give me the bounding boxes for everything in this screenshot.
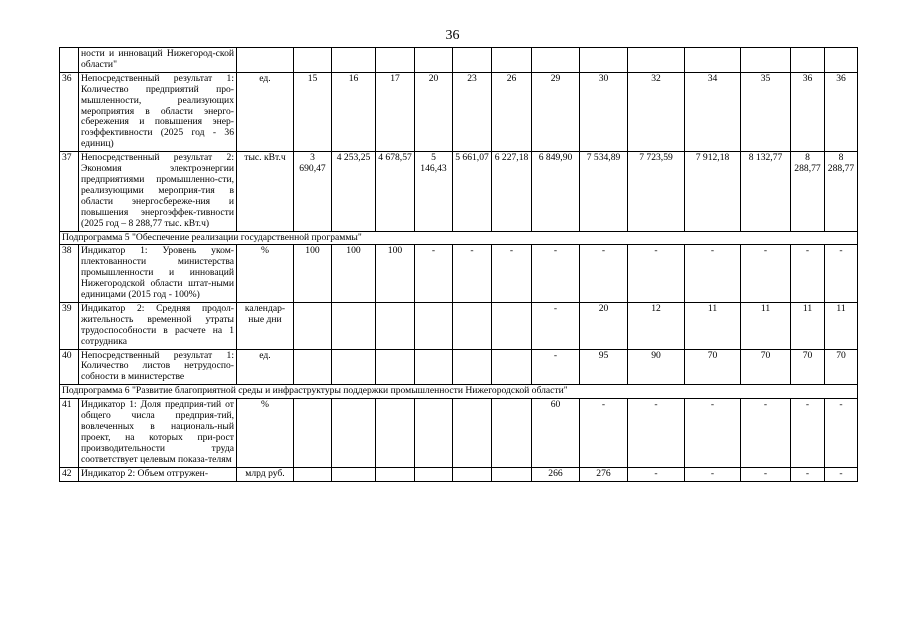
- value-cell: [415, 399, 453, 467]
- table-row: [60, 467, 858, 481]
- row-number: 36: [60, 72, 79, 151]
- value-cell: 12: [628, 302, 685, 349]
- value-cell: [332, 467, 376, 481]
- indicator-name: Индикатор 2: Объем отгружен-: [79, 467, 237, 481]
- unit-cell: ед.: [237, 349, 294, 385]
- row-number: 39: [60, 302, 79, 349]
- value-cell: 23: [453, 72, 492, 151]
- value-cell: -: [825, 467, 858, 481]
- value-cell: 36: [825, 72, 858, 151]
- value-cell: [415, 467, 453, 481]
- value-cell: 90: [628, 349, 685, 385]
- value-cell: -: [580, 399, 628, 467]
- indicator-name: Непосредственный результат 2: Экономия электроэнергии предприятиями промышленно-сти, реализующими мероприя-тия в области энергосбереже-ния и повышения энергоэффек-тивности (2025 год – 8 288,77 тыс. кВт.ч): [79, 152, 237, 231]
- value-cell: 95: [580, 349, 628, 385]
- value-cell: -: [628, 399, 685, 467]
- value-cell: [294, 399, 332, 467]
- value-cell: 70: [791, 349, 825, 385]
- value-cell: -: [415, 245, 453, 303]
- indicator-name: Индикатор 1: Доля предприя-тий от общего числа предприя-тий, вовлеченных в националь-ный проект, на которых при-рост производительности труда соответствует целевым показа-телям: [79, 399, 237, 467]
- subprogram-title: Подпрограмма 6 "Развитие благоприятной среды и инфраструктуры поддержки промышленности Нижегородской области": [60, 385, 858, 399]
- indicators-table: [59, 47, 858, 482]
- value-cell: 8 288,77: [791, 152, 825, 231]
- value-cell: -: [685, 245, 741, 303]
- subprogram-title: Подпрограмма 5 "Обеспечение реализации государственной программы": [60, 231, 858, 245]
- value-cell: [415, 349, 453, 385]
- value-cell: [741, 48, 791, 73]
- value-cell: -: [628, 467, 685, 481]
- value-cell: 70: [825, 349, 858, 385]
- subprogram-row: [60, 385, 858, 399]
- value-cell: 29: [532, 72, 580, 151]
- value-cell: 100: [294, 245, 332, 303]
- value-cell: 6 227,18: [492, 152, 532, 231]
- page-number: 36: [445, 28, 460, 43]
- value-cell: 100: [332, 245, 376, 303]
- value-cell: -: [825, 245, 858, 303]
- value-cell: 276: [580, 467, 628, 481]
- value-cell: [294, 302, 332, 349]
- value-cell: [453, 467, 492, 481]
- value-cell: 34: [685, 72, 741, 151]
- unit-cell: %: [237, 245, 294, 303]
- unit-cell: [237, 48, 294, 73]
- value-cell: 20: [580, 302, 628, 349]
- value-cell: 7 534,89: [580, 152, 628, 231]
- indicator-name: Индикатор 2: Средняя продол-жительность временной утраты трудоспособности в расчете на 1 сотрудника: [79, 302, 237, 349]
- value-cell: 26: [492, 72, 532, 151]
- value-cell: [492, 399, 532, 467]
- value-cell: [492, 48, 532, 73]
- value-cell: [415, 48, 453, 73]
- value-cell: -: [791, 399, 825, 467]
- value-cell: [332, 302, 376, 349]
- value-cell: 8 132,77: [741, 152, 791, 231]
- value-cell: 30: [580, 72, 628, 151]
- value-cell: [532, 48, 580, 73]
- value-cell: [332, 349, 376, 385]
- table-row: [60, 72, 858, 151]
- table-row: [60, 152, 858, 231]
- value-cell: 11: [791, 302, 825, 349]
- value-cell: [415, 302, 453, 349]
- value-cell: -: [741, 399, 791, 467]
- row-number: 37: [60, 152, 79, 231]
- value-cell: 60: [532, 399, 580, 467]
- value-cell: [492, 467, 532, 481]
- value-cell: [294, 467, 332, 481]
- value-cell: [294, 349, 332, 385]
- value-cell: [580, 48, 628, 73]
- value-cell: -: [791, 245, 825, 303]
- unit-cell: млрд руб.: [237, 467, 294, 481]
- table-row: [60, 245, 858, 303]
- value-cell: 11: [685, 302, 741, 349]
- value-cell: -: [532, 245, 580, 303]
- value-cell: 7 723,59: [628, 152, 685, 231]
- indicator-name: ности и инноваций Нижегород-ской области": [79, 48, 237, 73]
- value-cell: -: [492, 245, 532, 303]
- value-cell: [492, 349, 532, 385]
- value-cell: -: [532, 349, 580, 385]
- value-cell: -: [825, 399, 858, 467]
- value-cell: 5 661,07: [453, 152, 492, 231]
- value-cell: 20: [415, 72, 453, 151]
- value-cell: [685, 48, 741, 73]
- value-cell: -: [741, 245, 791, 303]
- value-cell: [332, 48, 376, 73]
- value-cell: 17: [376, 72, 415, 151]
- value-cell: -: [685, 467, 741, 481]
- value-cell: [825, 48, 858, 73]
- table-row: [60, 349, 858, 385]
- row-number: 41: [60, 399, 79, 467]
- value-cell: [376, 467, 415, 481]
- value-cell: 5 146,43: [415, 152, 453, 231]
- unit-cell: тыс. кВт.ч: [237, 152, 294, 231]
- value-cell: 32: [628, 72, 685, 151]
- indicator-name: Непосредственный результат 1: Количество листов нетрудоспо-собности в министерстве: [79, 349, 237, 385]
- unit-cell: %: [237, 399, 294, 467]
- value-cell: 11: [825, 302, 858, 349]
- table-row: [60, 48, 858, 73]
- row-number: [60, 48, 79, 73]
- value-cell: [332, 399, 376, 467]
- value-cell: 15: [294, 72, 332, 151]
- value-cell: [453, 302, 492, 349]
- row-number: 40: [60, 349, 79, 385]
- value-cell: 6 849,90: [532, 152, 580, 231]
- value-cell: [453, 349, 492, 385]
- value-cell: 3 690,47: [294, 152, 332, 231]
- value-cell: [376, 302, 415, 349]
- value-cell: 4 253,25: [332, 152, 376, 231]
- value-cell: 100: [376, 245, 415, 303]
- value-cell: [376, 399, 415, 467]
- value-cell: [492, 302, 532, 349]
- value-cell: -: [628, 245, 685, 303]
- value-cell: -: [532, 302, 580, 349]
- value-cell: [453, 399, 492, 467]
- unit-cell: календар-ные дни: [237, 302, 294, 349]
- value-cell: -: [580, 245, 628, 303]
- row-number: 38: [60, 245, 79, 303]
- value-cell: 11: [741, 302, 791, 349]
- value-cell: [791, 48, 825, 73]
- subprogram-row: [60, 231, 858, 245]
- value-cell: -: [741, 467, 791, 481]
- indicator-name: Непосредственный результат 1: Количество предприятий про-мышленности, реализующих мероприятия в области энерго-сбережения и повышения энер-гоэффективности (2025 год - 36 единиц): [79, 72, 237, 151]
- value-cell: [294, 48, 332, 73]
- value-cell: 70: [741, 349, 791, 385]
- value-cell: 266: [532, 467, 580, 481]
- value-cell: 7 912,18: [685, 152, 741, 231]
- value-cell: 36: [791, 72, 825, 151]
- value-cell: 35: [741, 72, 791, 151]
- row-number: 42: [60, 467, 79, 481]
- table-row: [60, 302, 858, 349]
- value-cell: [628, 48, 685, 73]
- unit-cell: ед.: [237, 72, 294, 151]
- indicator-name: Индикатор 1: Уровень уком-плектованности министерства промышленности и инноваций Нижегородской области штат-ными единицами (2015 год - 100%): [79, 245, 237, 303]
- value-cell: -: [453, 245, 492, 303]
- value-cell: 8 288,77: [825, 152, 858, 231]
- table-row: [60, 399, 858, 467]
- value-cell: [376, 48, 415, 73]
- value-cell: 16: [332, 72, 376, 151]
- value-cell: 70: [685, 349, 741, 385]
- value-cell: 4 678,57: [376, 152, 415, 231]
- value-cell: [453, 48, 492, 73]
- value-cell: [376, 349, 415, 385]
- value-cell: -: [685, 399, 741, 467]
- value-cell: -: [791, 467, 825, 481]
